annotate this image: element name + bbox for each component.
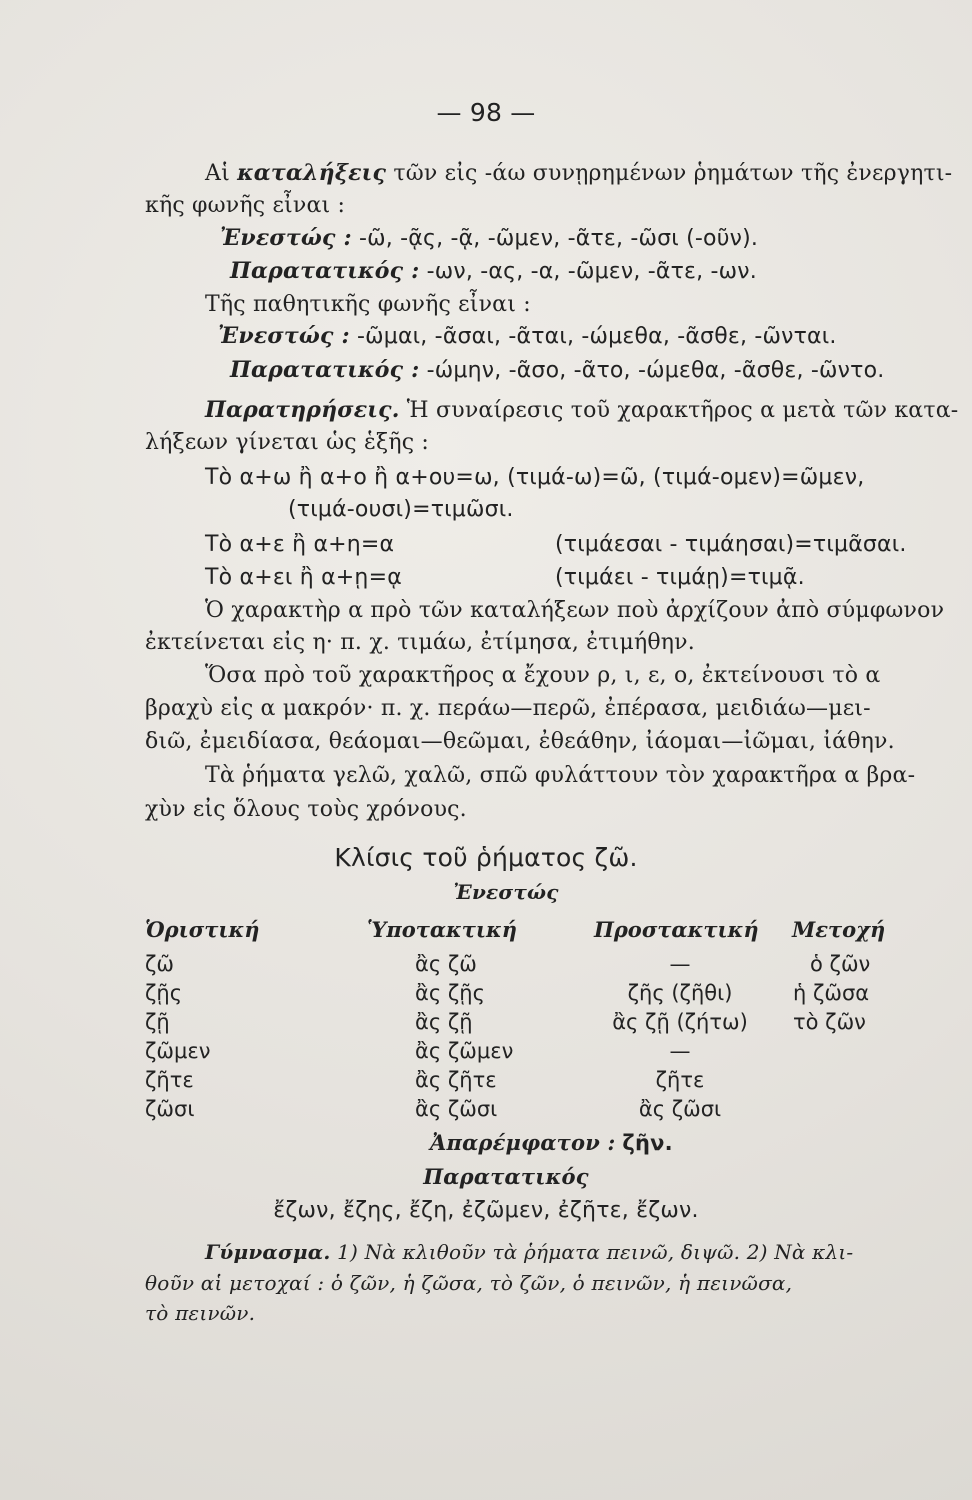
- paragraph-3a: Τὰ ῥήματα γελῶ, χαλῶ, σπῶ φυλάττουν τὸν χαρακτῆρα α βρα-: [205, 763, 916, 788]
- imperative-form: ἂς ζῶσι: [638, 1097, 722, 1121]
- conjugation-title: Κλίσις τοῦ ῥήματος ζῶ.: [334, 843, 638, 872]
- active-imperfect-line: [230, 258, 757, 284]
- subjunctive-form: ἂς ζῇ: [415, 1010, 473, 1034]
- intro-line-1: [205, 160, 952, 186]
- subjunctive-column: [415, 950, 513, 1124]
- passive-present-label: Ἐνεστώς :: [218, 323, 350, 349]
- subjunctive-form: ἂς ζῶ: [415, 952, 477, 976]
- paragraph-2b: βραχὺ εἰς α μακρόν· π. χ. περάω—περῶ, ἐπέρασα, μειδιάω—μει-: [145, 696, 871, 721]
- indicative-form: ζῶ: [145, 952, 175, 976]
- subjunctive-form: ἂς ζῶσι: [415, 1097, 498, 1121]
- paragraph-2c: διῶ, ἐμειδίασα, θεάομαι—θεῶμαι, ἐθεάθην, ἰάομαι—ἰῶμαι, ἰάθην.: [145, 729, 895, 754]
- imperative-form: ζῆτε: [655, 1068, 705, 1092]
- page-number: — 98 —: [436, 98, 536, 127]
- subjunctive-form: ἂς ζῶμεν: [415, 1039, 514, 1063]
- present-heading: Ἐνεστώς: [453, 880, 559, 904]
- passive-imperfect-endings: -ώμην, -ᾶσο, -ᾶτο, -ώμεθα, -ᾶσθε, -ῶντο.: [426, 358, 885, 383]
- header-participle: Μετοχή: [792, 917, 886, 942]
- observations-text-1: Ἡ συναίρεσις τοῦ χαρακτῆρος α μετὰ τῶν κατα-: [399, 398, 959, 423]
- observations-label: Παρατηρήσεις.: [205, 397, 400, 423]
- intro-rest: τῶν εἰς -άω συνῃρημένων ῥημάτων τῆς ἐνεργητι-: [386, 161, 953, 186]
- rule-1b: (τιμά-ουσι)=τιμῶσι.: [288, 497, 514, 522]
- passive-present-endings: -ῶμαι, -ᾶσαι, -ᾶται, -ώμεθα, -ᾶσθε, -ῶνται.: [356, 324, 837, 349]
- exercise-line-1: [205, 1240, 853, 1264]
- intro-prefix: Αἱ: [205, 161, 238, 186]
- paragraph-1a: Ὁ χαρακτὴρ α πρὸ τῶν καταλήξεων ποὺ ἀρχίζουν ἀπὸ σύμφωνον: [205, 598, 945, 623]
- indicative-form: ζῇ: [145, 1010, 170, 1034]
- active-present-line: [220, 225, 758, 251]
- intro-line-2: κῆς φωνῆς εἶναι :: [145, 193, 346, 218]
- imperfect-forms: ἔζων, ἔζης, ἔζη, ἐζῶμεν, ἐζῆτε, ἔζων.: [273, 1198, 699, 1223]
- infinitive-line: [430, 1130, 673, 1155]
- exercise-label: Γύμνασμα.: [205, 1240, 331, 1264]
- imperfect-heading: Παρατατικός: [423, 1164, 589, 1189]
- participle-form: ὁ ζῶν: [810, 952, 871, 976]
- intro-italic: καταλήξεις: [237, 160, 387, 186]
- header-indicative: Ὁριστική: [145, 917, 260, 942]
- rule-3-left: Τὸ α+ει ἢ α+ῃ=ᾳ: [205, 565, 402, 590]
- active-imperfect-endings: -ων, -ας, -α, -ῶμεν, -ᾶτε, -ων.: [426, 259, 757, 284]
- imperative-form: —: [669, 952, 691, 976]
- passive-imperfect-label: Παρατατικός :: [230, 357, 420, 383]
- active-present-label: Ἐνεστώς :: [220, 225, 352, 251]
- infinitive-value: ζῆν.: [622, 1131, 673, 1155]
- participle-column: [793, 950, 870, 1037]
- exercise-line-2: θοῦν αἱ μετοχαί : ὁ ζῶν, ἡ ζῶσα, τὸ ζῶν, ὁ πεινῶν, ἡ πεινῶσα,: [145, 1271, 793, 1295]
- indicative-form: ζῆτε: [145, 1068, 194, 1092]
- imperative-form: ἂς ζῇ (ζήτω): [612, 1010, 748, 1034]
- active-imperfect-label: Παρατατικός :: [230, 258, 420, 284]
- indicative-form: ζῶσι: [145, 1097, 195, 1121]
- indicative-column: [145, 950, 210, 1124]
- rule-2-left: Τὸ α+ε ἢ α+η=α: [205, 532, 395, 557]
- imperative-form: ζῆς (ζῆθι): [627, 981, 733, 1005]
- imperative-form: —: [669, 1039, 691, 1063]
- subjunctive-form: ἂς ζῇς: [415, 981, 485, 1005]
- rule-2-right: (τιμάεσαι - τιμάησαι)=τιμᾶσαι.: [555, 532, 907, 557]
- paragraph-1b: ἐκτείνεται εἰς η· π. χ. τιμάω, ἐτίμησα, ἐτιμήθην.: [145, 630, 695, 655]
- observations-line-1: [205, 397, 958, 423]
- subjunctive-form: ἂς ζῆτε: [415, 1068, 497, 1092]
- exercise-text-1: 1) Νὰ κλιθοῦν τὰ ῥήματα πεινῶ, διψῶ. 2) Νὰ κλι-: [330, 1240, 854, 1264]
- paragraph-3b: χὺν εἰς ὅλους τοὺς χρόνους.: [145, 797, 467, 822]
- active-present-endings: -ῶ, -ᾷς, -ᾷ, -ῶμεν, -ᾶτε, -ῶσι (-οῦν).: [358, 226, 759, 251]
- paragraph-2a: Ὅσα πρὸ τοῦ χαρακτῆρος α ἔχουν ρ, ι, ε, ο, ἐκτείνουσι τὸ α: [205, 663, 881, 688]
- rule-3-right: (τιμάει - τιμάῃ)=τιμᾷ.: [555, 565, 805, 590]
- passive-imperfect-line: [230, 357, 884, 383]
- rule-1a: Τὸ α+ω ἢ α+ο ἢ α+ου=ω, (τιμά-ω)=ῶ, (τιμά-ομεν)=ῶμεν,: [205, 465, 865, 490]
- infinitive-label: Ἀπαρέμφατον :: [430, 1130, 616, 1155]
- indicative-form: ζῶμεν: [145, 1039, 211, 1063]
- participle-form: τὸ ζῶν: [793, 1010, 866, 1034]
- observations-line-2: λήξεων γίνεται ὡς ἑξῆς :: [145, 430, 430, 455]
- exercise-line-3: τὸ πεινῶν.: [145, 1301, 256, 1325]
- participle-form: ἡ ζῶσα: [793, 981, 870, 1005]
- header-subjunctive: Ὑποτακτική: [367, 917, 518, 942]
- passive-intro: Τῆς παθητικῆς φωνῆς εἶναι :: [205, 292, 531, 317]
- indicative-form: ζῇς: [145, 981, 183, 1005]
- header-imperative: Προστακτική: [594, 917, 759, 942]
- passive-present-line: [218, 323, 837, 349]
- imperative-column: [580, 950, 780, 1124]
